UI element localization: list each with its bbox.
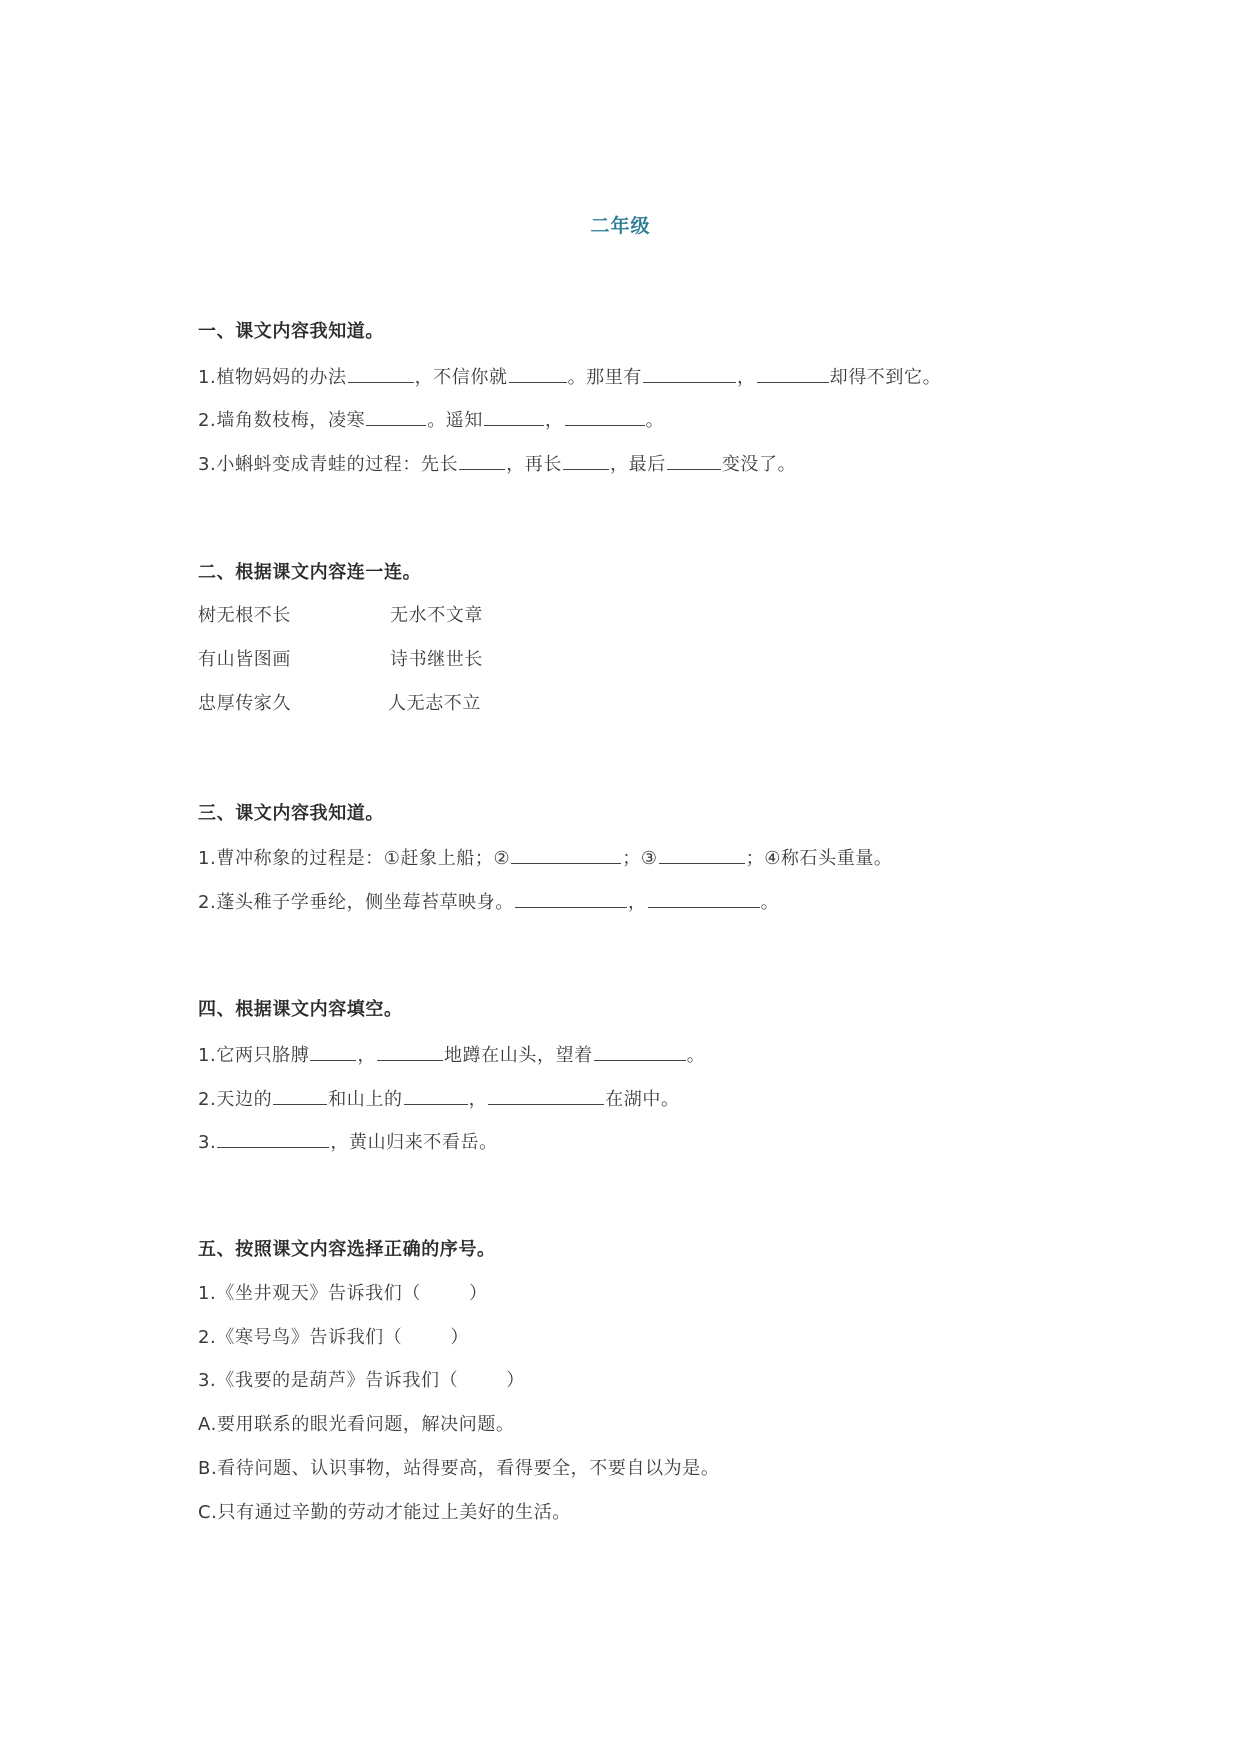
match-right-item[interactable]: 人无志不立 [388,693,481,714]
section-2-heading: 二、根据课文内容连一连。 [198,562,422,583]
section-5-heading: 五、按照课文内容选择正确的序号。 [198,1239,496,1260]
match-right-item[interactable]: 无水不文章 [390,605,483,626]
q-text: ） [506,1370,525,1391]
fill-blank[interactable] [459,451,505,470]
s5-question-2 [198,1326,469,1350]
fill-blank[interactable] [511,845,621,864]
match-left-item[interactable]: 有山皆图画 [198,649,291,670]
q-text: 1.植物妈妈的办法 [198,367,347,388]
q-text: ，再长 [506,454,562,475]
match-row [198,648,598,672]
s3-question-2 [198,889,779,915]
section-1-heading: 一、课文内容我知道。 [198,321,384,342]
q-text: ；③ [622,848,658,869]
fill-blank[interactable] [643,364,736,383]
fill-blank[interactable] [217,1129,329,1148]
s4-question-2 [198,1086,680,1112]
q-text: 3.小蝌蚪变成青蛙的过程：先长 [198,454,459,475]
match-left-item[interactable]: 树无根不长 [198,605,291,626]
q-text: ） [468,1283,488,1304]
page-title: 二年级 [590,215,651,237]
fill-blank[interactable] [757,364,829,383]
q-text: 1.它两只胳膊 [198,1045,310,1066]
q-text: 地蹲在山头，望着 [443,1045,593,1066]
q-text: 。 [760,892,780,913]
s1-question-3 [198,451,796,477]
q-text: 变没了。 [721,454,797,475]
fill-blank[interactable] [659,845,745,864]
q-text: ， [627,892,647,913]
q-text: 。遥知 [427,410,483,431]
section-3-heading: 三、课文内容我知道。 [198,803,384,824]
fill-blank[interactable] [565,407,645,426]
q-text: ， [468,1089,488,1110]
s5-question-3 [198,1369,525,1393]
q-text: 3. [198,1132,217,1153]
q-text: 1.《坐井观天》告诉我们（ [198,1283,421,1304]
q-text: 和山上的 [328,1089,403,1110]
q-text: 。 [645,410,665,431]
q-text: 。那里有 [567,367,642,388]
s3-question-1 [198,845,893,871]
match-left-item[interactable]: 忠厚传家久 [198,693,291,714]
fill-blank[interactable] [484,407,544,426]
q-text: ，不信你就 [414,367,508,388]
fill-blank[interactable] [667,451,721,470]
fill-blank[interactable] [515,889,627,908]
match-right-item[interactable]: 诗书继世长 [390,649,483,670]
q-text: ；④称石头重量。 [745,848,893,869]
q-text: ，最后 [610,454,666,475]
s1-question-2 [198,407,664,433]
s4-question-3 [198,1129,498,1155]
q-text: 2.天边的 [198,1089,273,1110]
q-text: 2.《寒号鸟》告诉我们（ [198,1327,403,1348]
match-row [198,604,598,628]
fill-blank[interactable] [563,451,609,470]
s1-question-1 [198,364,941,390]
q-text: 。 [686,1045,706,1066]
option-a: A.要用联系的眼光看问题，解决问题。 [198,1414,515,1435]
q-text: ） [450,1327,469,1348]
q-text: 3.《我要的是葫芦》告诉我们（ [198,1370,459,1391]
fill-blank[interactable] [348,364,414,383]
q-text: 却得不到它。 [829,367,942,388]
q-text: ， [545,410,564,431]
fill-blank[interactable] [273,1086,327,1105]
fill-blank[interactable] [377,1042,443,1061]
fill-blank[interactable] [310,1042,356,1061]
fill-blank[interactable] [648,889,760,908]
fill-blank[interactable] [509,364,567,383]
q-text: 2.蓬头稚子学垂纶，侧坐莓苔草映身。 [198,892,514,913]
q-text: 在湖中。 [605,1089,680,1110]
option-b: B.看待问题、认识事物，站得要高，看得要全，不要自以为是。 [198,1458,720,1479]
q-text: 2.墙角数枝梅，凌寒 [198,410,366,431]
option-c: C.只有通过辛勤的劳动才能过上美好的生活。 [198,1502,571,1523]
match-row [198,692,598,716]
q-text: ， [736,367,756,388]
fill-blank[interactable] [366,407,426,426]
fill-blank[interactable] [488,1086,604,1105]
q-text: ， [357,1045,376,1066]
fill-blank[interactable] [594,1042,686,1061]
q-text: ，黄山归来不看岳。 [330,1132,498,1153]
q-text: 1.曹冲称象的过程是：①赶象上船；② [198,848,511,869]
section-4-heading: 四、根据课文内容填空。 [198,999,403,1020]
s5-question-1 [198,1282,488,1306]
fill-blank[interactable] [404,1086,468,1105]
s4-question-1 [198,1042,705,1068]
